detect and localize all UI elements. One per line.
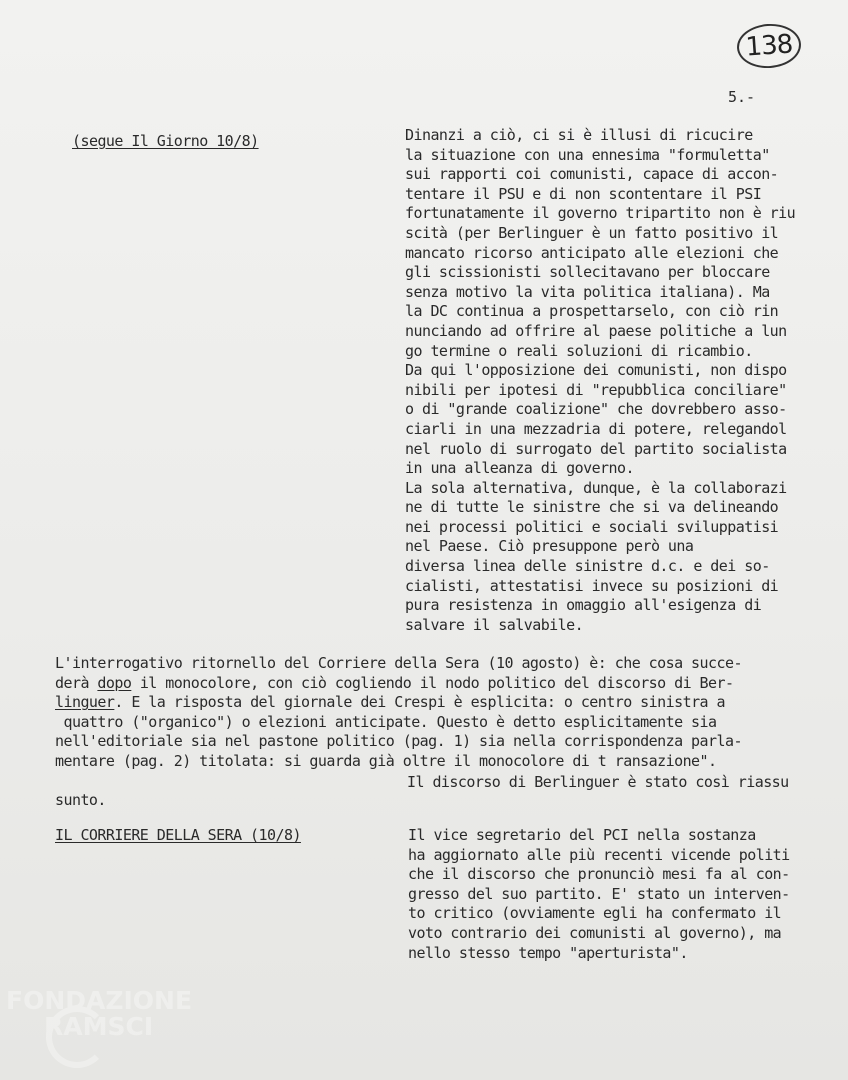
page-number: 5.- <box>728 88 756 106</box>
paragraph-line: nell'editoriale sia nel pastone politico (pag. 1) sia nella corrispondenza parla- <box>55 732 742 751</box>
paragraph-line: . E la risposta del giornale dei Crespi è esplicita: o centro sinistra a <box>114 693 725 712</box>
fondazione-gramsci-watermark <box>6 986 226 1070</box>
watermark-line: FONDAZIONE <box>6 986 193 1015</box>
watermark-line: RAMSCI <box>44 1012 154 1041</box>
paragraph-line: L'interrogativo ritornello del Corriere della Sera (10 agosto) è: che cosa succe- <box>55 654 742 672</box>
continuation-line: Il discorso di Berlinguer è stato così riassu <box>407 773 789 791</box>
archive-page-stamp: 138 <box>736 22 803 70</box>
paragraph-line: quattro ("organico") o elezioni anticipate. Questo è detto esplicitamente sia <box>55 712 717 731</box>
section-header-corriere: IL CORRIERE DELLA SERA (10/8) <box>55 826 301 844</box>
section-body-il-giorno: Dinanzi a ciò, ci si è illusi di ricucire la situazione con una ennesima "formuletta" sui rapporti coi comunisti, capace di accon- tentare il PSU e di non scontentare il PSI fortunatamente il governo tripartito non è riu scità (per Berlinguer è un fatto positivo il mancato ricorso anticipato alle elezioni che gli scissionisti sollecitavano per bloccare senza motivo la vita politica italiana). Ma la DC continua a prospettarselo, con ciò rin nunciando ad offrire al paese politiche a lun go termine o reali soluzioni di ricambio. Da qui l'opposizione dei comunisti, non dispo nibili per ipotesi di "repubblica conciliare" o di "grande coalizione" che dovrebbero asso- ciarli in una mezzadria di potere, relegandol nel ruolo di surrogato del partito socialista in una alleanza di governo. La sola alternativa, dunque, è la collaborazi ne di tutte le sinistre che si va delineando nei processi politici e sociali sviluppatisi nel Paese. Ciò presuppone però una diversa linea delle sinistre d.c. e dei so- cialisti, attestatisi invece su posizioni di pura resistenza in omaggio all'esigenza di salvare il salvabile. <box>405 126 796 634</box>
corriere-paragraph <box>55 654 742 772</box>
continuation-end: sunto. <box>55 791 106 809</box>
underlined-word: linguer <box>55 693 115 712</box>
paragraph-line: il monocolore, con ciò cogliendo il nodo politico del discorso di Ber- <box>131 673 734 692</box>
underlined-word: dopo <box>97 673 132 692</box>
paragraph-line: derà <box>55 673 98 692</box>
section-header-il-giorno: (segue Il Giorno 10/8) <box>72 132 259 150</box>
paragraph-line: mentare (pag. 2) titolata: si guarda già oltre il monocolore di t ransazione". <box>55 751 717 770</box>
section-body-corriere: Il vice segretario del PCI nella sostanza ha aggiornato alle più recenti vicende politi che il discorso che pronunciò mesi fa al con- gresso del suo partito. E' stato un interven- to critico (ovviamente egli ha confermato il voto contrario dei comunisti al governo), ma nello stesso tempo "aperturista". <box>408 826 790 962</box>
